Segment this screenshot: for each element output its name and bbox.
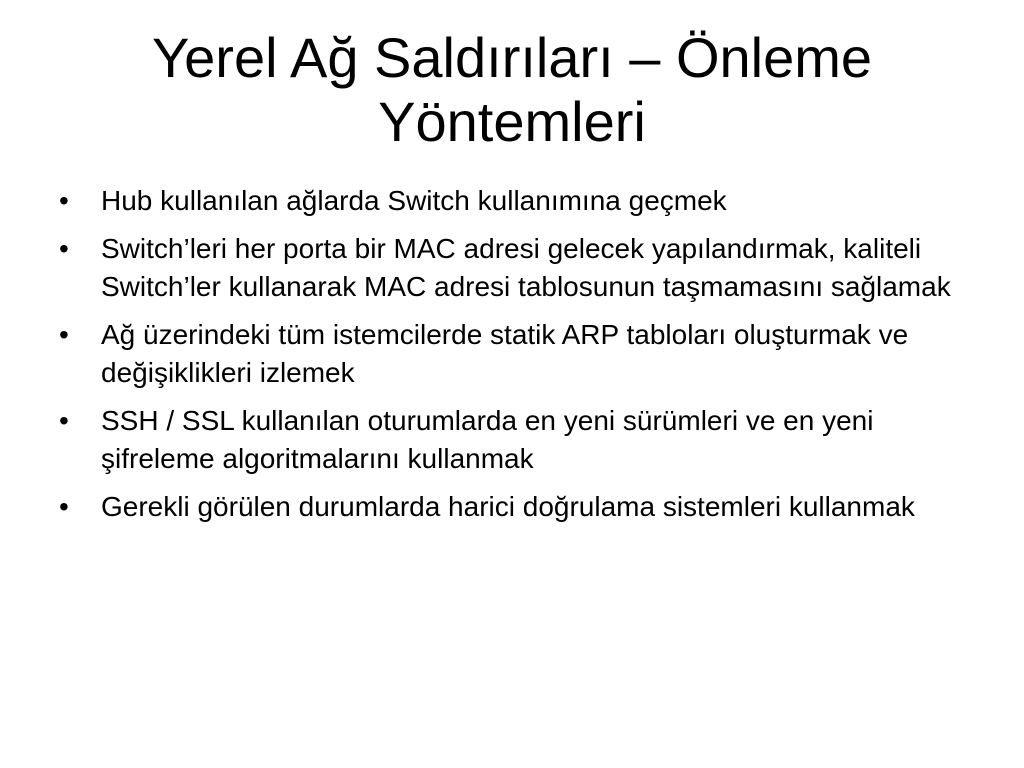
bullet-icon: • (59, 185, 69, 216)
bullet-icon: • (59, 319, 69, 350)
bullet-text: Gerekli görülen durumlarda harici doğrulama sistemleri kullanmak (101, 491, 915, 522)
bullet-text: SSH / SSL kullanılan oturumlarda en yeni sürümleri ve en yeni şifreleme algoritmalarını kullanmak (101, 405, 874, 474)
bullet-icon: • (59, 233, 69, 264)
bullet-list (56, 182, 956, 536)
slide-title: Yerel Ağ Saldırıları – Önleme Yöntemleri (151, 26, 873, 153)
bullet-icon: • (59, 491, 69, 522)
bullet-text: Ağ üzerindeki tüm istemcilerde statik ARP tabloları oluşturmak ve değişiklikleri izlemek (101, 319, 909, 388)
bullet-text: Hub kullanılan ağlarda Switch kullanımına geçmek (101, 185, 727, 216)
bullet-text: Switch’leri her porta bir MAC adresi gelecek yapılandırmak, kaliteli Switch’ler kullanarak MAC adresi tablosunun taşmamasını sağlamak (101, 233, 951, 302)
bullet-icon: • (59, 405, 69, 436)
bullet-item (56, 230, 956, 306)
bullet-item (56, 402, 956, 478)
bullet-item (56, 316, 956, 392)
bullet-item (56, 488, 956, 526)
bullet-item (56, 182, 956, 220)
